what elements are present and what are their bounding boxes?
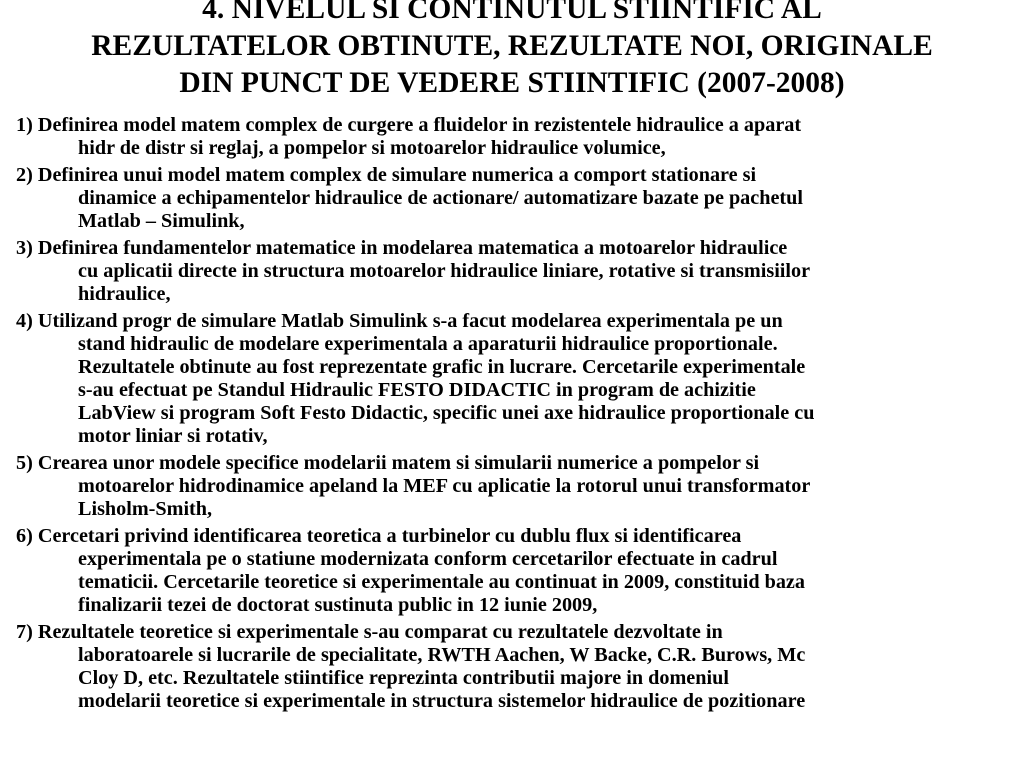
- item-line: s-au efectuat pe Standul Hidraulic FESTO DIDACTIC in program de achizitie: [78, 379, 756, 401]
- item-line: LabView si program Soft Festo Didactic, specific unei axe hidraulice proportionale cu: [78, 402, 815, 424]
- item-line: hidraulice,: [78, 283, 171, 305]
- result-item-5: [16, 452, 1020, 521]
- item-line: motor liniar si rotativ,: [78, 425, 268, 447]
- item-line: motoarelor hidrodinamice apeland la MEF cu aplicatie la rotorul unui transformator: [78, 475, 811, 497]
- item-line: 7) Rezultatele teoretice si experimentale s-au comparat cu rezultatele dezvoltate in: [16, 621, 723, 643]
- item-line: Matlab – Simulink,: [78, 210, 245, 232]
- item-line: Lisholm-Smith,: [78, 498, 213, 520]
- item-line: 3) Definirea fundamentelor matematice in modelarea matematica a motoarelor hidraulice: [16, 237, 788, 259]
- item-line: 5) Crearea unor modele specifice modelarii matem si simularii numerice a pompelor si: [16, 452, 760, 474]
- item-line: 6) Cercetari privind identificarea teoretica a turbinelor cu dublu flux si identificarea: [16, 525, 742, 547]
- item-line: stand hidraulic de modelare experimentala a aparaturii hidraulice proportionale.: [78, 333, 778, 355]
- result-item-6: [16, 525, 1020, 617]
- results-list: [16, 114, 1020, 717]
- title-line: REZULTATELOR OBTINUTE, REZULTATE NOI, ORIGINALE: [91, 30, 933, 62]
- item-line: 2) Definirea unui model matem complex de simulare numerica a comport stationare si: [16, 164, 757, 186]
- item-line: experimentala pe o statiune modernizata conform cercetarilor efectuate in cadrul: [78, 548, 778, 570]
- result-item-2: [16, 164, 1020, 233]
- item-line: finalizarii tezei de doctorat sustinuta public in 12 iunie 2009,: [78, 594, 598, 616]
- item-line: tematicii. Cercetarile teoretice si experimentale au continuat in 2009, constituid baza: [78, 571, 805, 593]
- item-line: Rezultatele obtinute au fost reprezentate grafic in lucrare. Cercetarile experimentale: [78, 356, 806, 378]
- result-item-1: [16, 114, 1020, 160]
- item-line: 4) Utilizand progr de simulare Matlab Simulink s-a facut modelarea experimentala pe un: [16, 310, 783, 332]
- item-line: 1) Definirea model matem complex de curgere a fluidelor in rezistentele hidraulice a aparat: [16, 114, 802, 136]
- result-item-7: [16, 621, 1020, 713]
- title-line: DIN PUNCT DE VEDERE STIINTIFIC (2007-2008): [179, 67, 845, 99]
- result-item-4: [16, 310, 1020, 448]
- item-line: cu aplicatii directe in structura motoarelor hidraulice liniare, rotative si transmisiilor: [78, 260, 811, 282]
- item-line: hidr de distr si reglaj, a pompelor si motoarelor hidraulice volumice,: [78, 137, 666, 159]
- item-line: modelarii teoretice si experimentale in structura sistemelor hidraulice de pozitionare: [78, 690, 806, 712]
- item-line: Cloy D, etc. Rezultatele stiintifice reprezinta contributii majore in domeniul: [78, 667, 729, 689]
- item-line: dinamice a echipamentelor hidraulice de actionare/ automatizare bazate pe pachetul: [78, 187, 803, 209]
- title-line: 4. NIVELUL SI CONTINUTUL STIINTIFIC AL: [202, 0, 822, 25]
- page-title: [0, 0, 1024, 102]
- item-line: laboratoarele si lucrarile de specialitate, RWTH Aachen, W Backe, C.R. Burows, Mc: [78, 644, 806, 666]
- result-item-3: [16, 237, 1020, 306]
